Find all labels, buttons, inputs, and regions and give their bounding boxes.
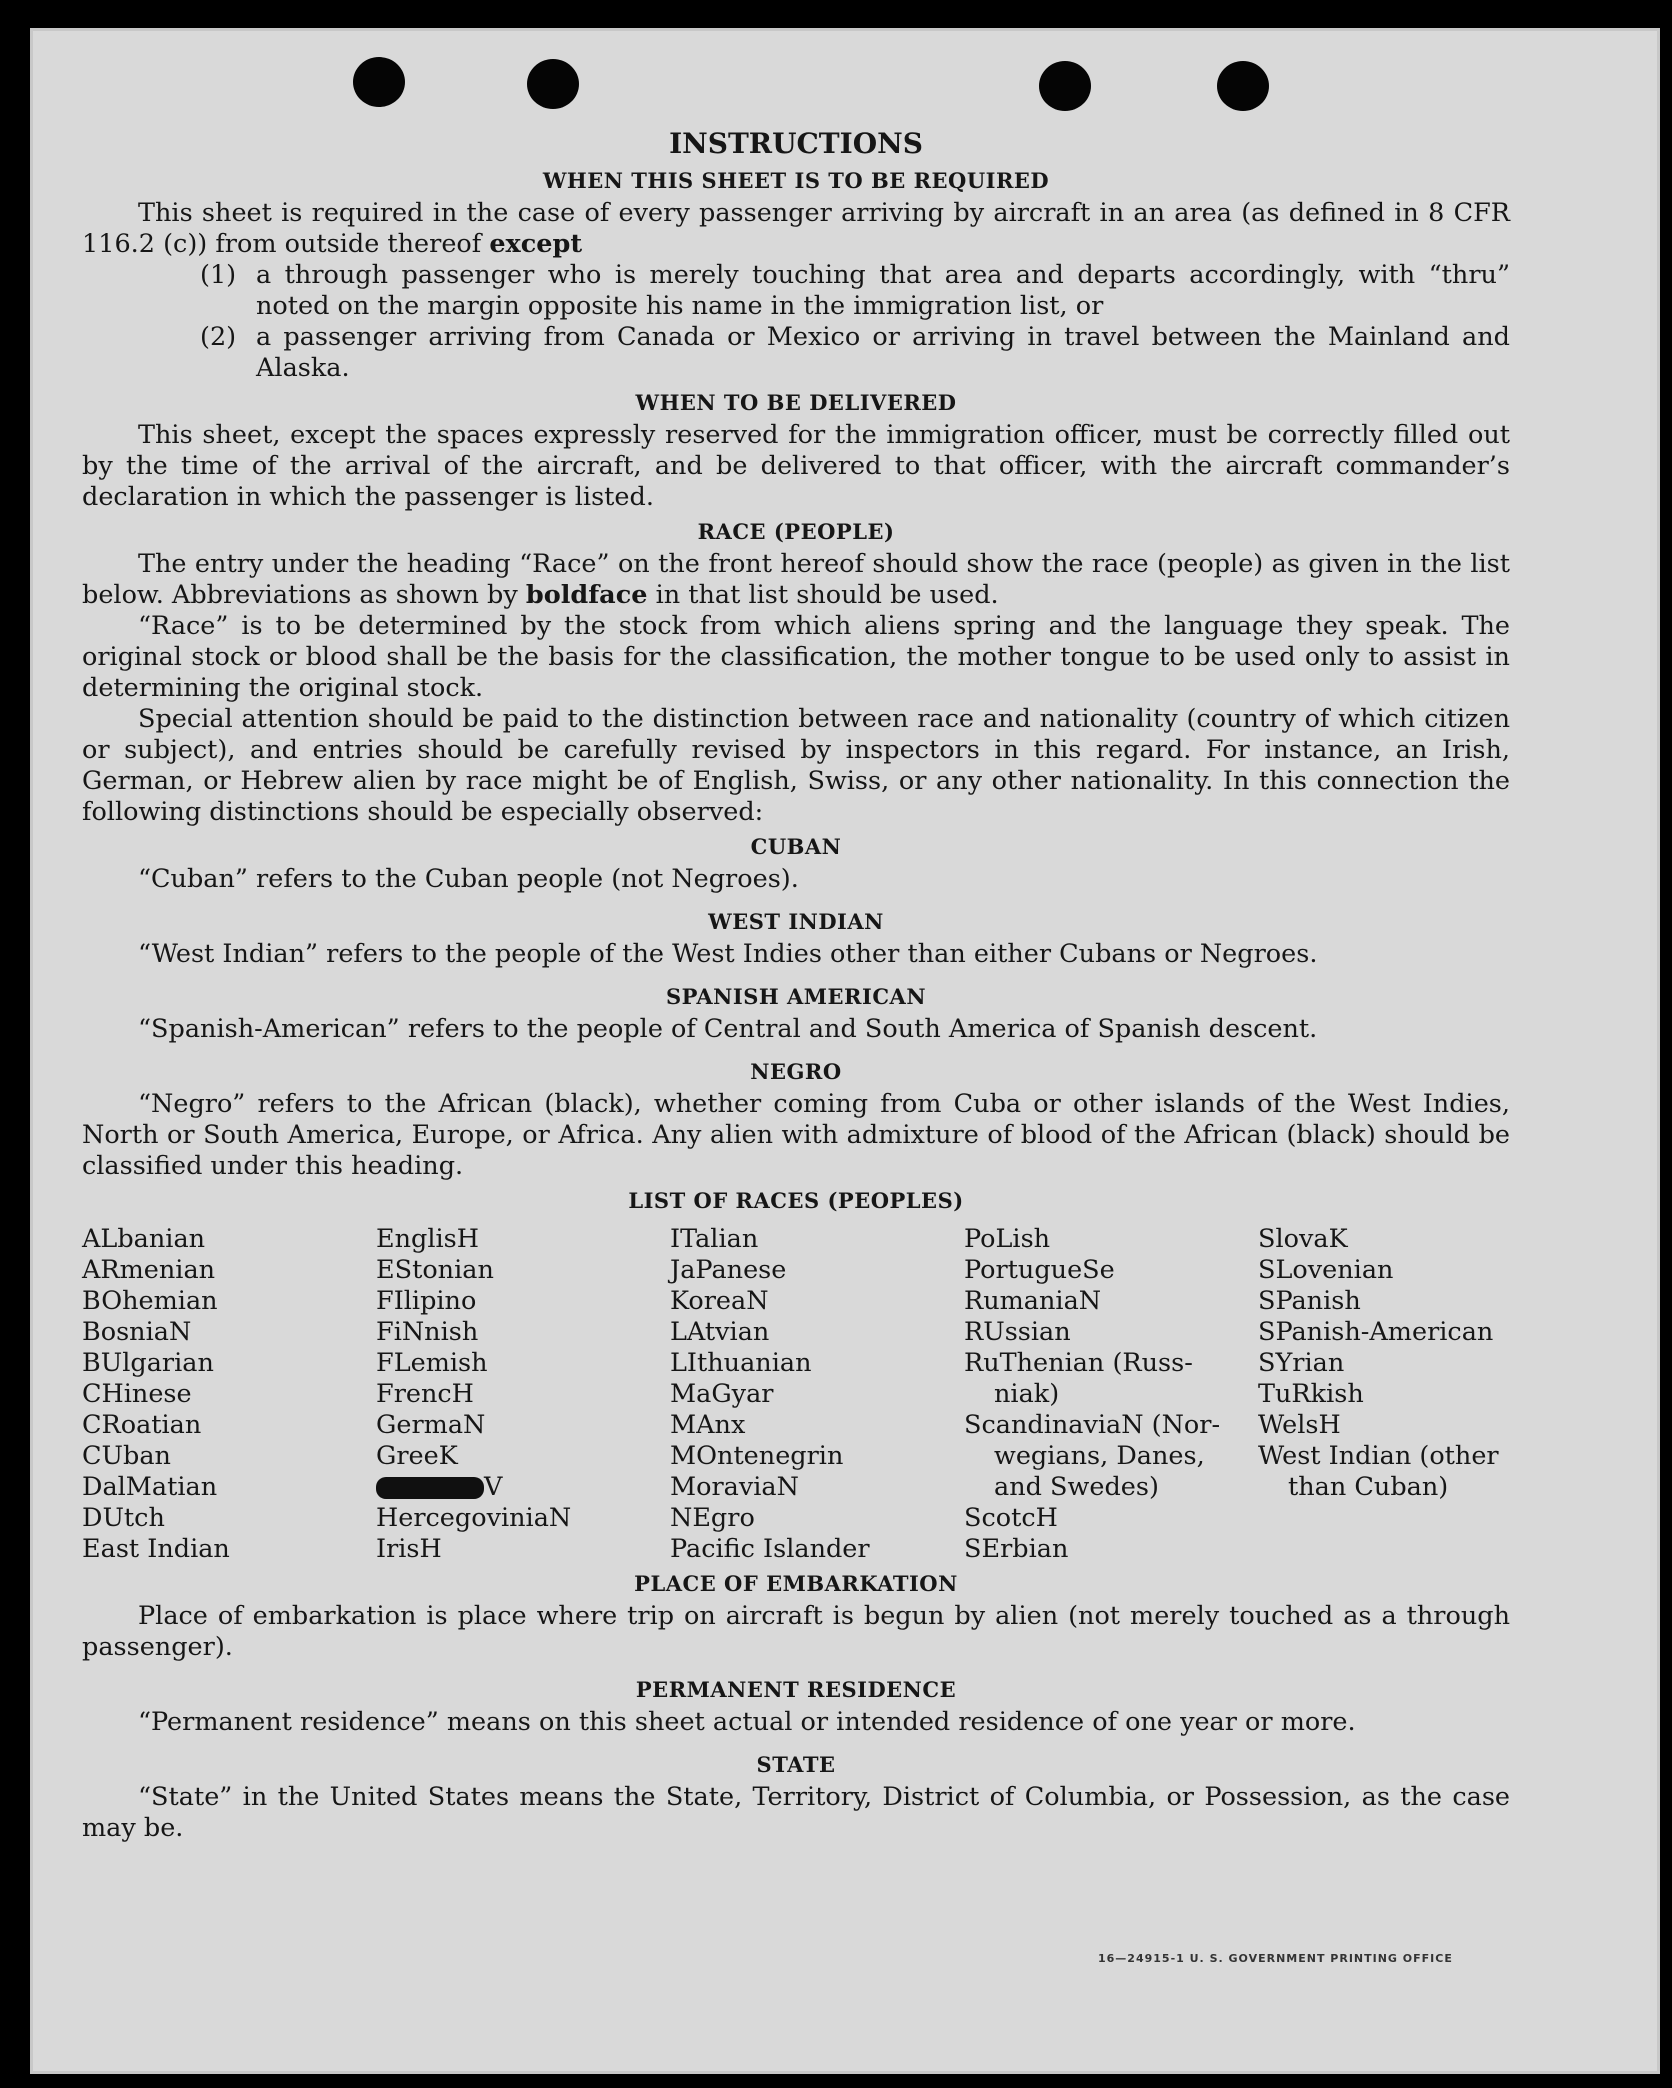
redaction-mark [376, 1477, 484, 1499]
race-entry: DalMatian [82, 1472, 218, 1502]
punch-hole-4 [1217, 61, 1269, 111]
page-title: INSTRUCTIONS [669, 127, 923, 160]
negro-text: “Negro” refers to the African (black), whether coming from Cuba or other islands of the West Indies, North or South America, Europe, or Africa. Any alien with admixture of blood of the African (black) should be classified under this heading. [82, 1089, 1510, 1181]
race-entry: WelsH [1258, 1410, 1341, 1440]
race-entry: SPanish-American [1258, 1317, 1494, 1347]
when-required-except: except [489, 229, 583, 259]
redacted-suffix: V [484, 1472, 503, 1502]
race-entry: ScotcH [964, 1503, 1058, 1533]
heading-spanish-american: SPANISH AMERICAN [665, 984, 927, 1009]
race-entry: KoreaN [670, 1286, 769, 1316]
heading-when-required: WHEN THIS SHEET IS TO BE REQUIRED [542, 168, 1050, 193]
race-entry: MoraviaN [670, 1472, 799, 1502]
race-entry: SYrian [1258, 1348, 1345, 1378]
race-entry: BUlgarian [82, 1348, 214, 1378]
race-entry: FiNnish [376, 1317, 479, 1347]
race-entry: LAtvian [670, 1317, 770, 1347]
race-entry: IrisH [376, 1534, 442, 1564]
races-column-2 [376, 1224, 670, 1565]
race-paragraph-1 [82, 549, 1510, 611]
race-entry: FLemish [376, 1348, 488, 1378]
spanish-american-text: “Spanish-American” refers to the people of Central and South America of Spanish descent. [138, 1014, 1318, 1044]
item-text: a through passenger who is merely touching that area and departs accordingly, with “thru” noted on the margin opposite his name in the immigration list, or [256, 260, 1510, 321]
races-column-4 [964, 1224, 1258, 1565]
races-column-3 [670, 1224, 964, 1565]
when-required-item-2 [200, 322, 1510, 384]
race-entry: TuRkish [1258, 1379, 1364, 1409]
printing-office-note: 16—24915-1 U. S. GOVERNMENT PRINTING OFFICE [1098, 1952, 1453, 1965]
race-entry: East Indian [82, 1534, 230, 1564]
cuban-text: “Cuban” refers to the Cuban people (not Negroes). [138, 864, 799, 894]
race-entry: CHinese [82, 1379, 192, 1409]
instructions-content [82, 126, 1510, 1844]
race-entry: DUtch [82, 1503, 165, 1533]
heading-cuban: CUBAN [750, 834, 842, 859]
race-entry: GreeK [376, 1441, 458, 1471]
item-text: a passenger arriving from Canada or Mexico or arriving in travel between the Mainland and Alaska. [256, 322, 1510, 383]
heading-permanent-residence: PERMANENT RESIDENCE [635, 1677, 957, 1702]
race-entry: EnglisH [376, 1224, 479, 1254]
race-entry: JaPanese [670, 1255, 787, 1285]
race-entry: PortugueSe [964, 1255, 1115, 1285]
race-entry: CRoatian [82, 1410, 202, 1440]
race-entry: SErbian [964, 1534, 1069, 1564]
race-p1-boldface: boldface [525, 580, 648, 610]
race-entry: MAnx [670, 1410, 746, 1440]
when-required-intro [82, 198, 1510, 260]
race-entry: RuThenian (Russ- [964, 1348, 1193, 1378]
heading-when-delivered: WHEN TO BE DELIVERED [635, 390, 957, 415]
races-column-1 [82, 1224, 376, 1565]
when-delivered-text: This sheet, except the spaces expressly reserved for the immigration officer, must be correctly filled out by the time of the arrival of the aircraft, and be delivered to that officer, with the aircraft commander’s declaration in which the passenger is listed. [82, 420, 1510, 512]
race-entry: ScandinaviaN (Nor- [964, 1410, 1221, 1440]
state-text: “State” in the United States means the State, Territory, District of Columbia, or Possession, as the case may be. [82, 1782, 1510, 1843]
race-entry: Pacific Islander [670, 1534, 870, 1564]
race-entry: GermaN [376, 1410, 486, 1440]
race-p1-text: The entry under the heading “Race” on the front hereof should show the race (people) as given in the list below. Abbreviations as shown by [82, 549, 1510, 610]
race-entry: NEgro [670, 1503, 755, 1533]
race-entry: ITalian [670, 1224, 759, 1254]
punch-hole-3 [1039, 61, 1091, 111]
embarkation-text: Place of embarkation is place where trip on aircraft is begun by alien (not merely touched as a through passenger). [82, 1601, 1510, 1662]
item-number: (1) [200, 260, 237, 290]
heading-embarkation: PLACE OF EMBARKATION [634, 1571, 958, 1596]
race-p1-text-end: in that list should be used. [647, 580, 999, 610]
race-entry-continued: wegians, Danes, [994, 1441, 1205, 1471]
heading-state: STATE [756, 1752, 836, 1777]
heading-list-of-races: LIST OF RACES (PEOPLES) [628, 1188, 964, 1213]
race-paragraph-3: Special attention should be paid to the distinction between race and nationality (country of which citizen or subject), and entries should be carefully revised by inspectors in this regard. For instance, an Irish, German, or Hebrew alien by race might be of English, Swiss, or any other nationality. In this connection the following distinctions should be especially observed: [82, 704, 1510, 827]
punch-hole-1 [353, 57, 405, 107]
when-required-intro-text: This sheet is required in the case of every passenger arriving by aircraft in an area (as defined in 8 CFR 116.2 (c)) from outside thereof [82, 198, 1510, 259]
punch-hole-2 [527, 59, 579, 109]
race-entry: LIthuanian [670, 1348, 812, 1378]
races-list [82, 1224, 1510, 1565]
item-number: (2) [200, 322, 237, 352]
when-required-item-1 [200, 260, 1510, 322]
race-entry-continued: than Cuban) [1288, 1472, 1449, 1502]
race-paragraph-2: “Race” is to be determined by the stock from which aliens spring and the language they speak. The original stock or blood shall be the basis for the classification, the mother tongue to be used only to assist in determining the original stock. [82, 611, 1510, 703]
race-entry: FIlipino [376, 1286, 477, 1316]
race-entry: EStonian [376, 1255, 494, 1285]
heading-negro: NEGRO [750, 1059, 842, 1084]
race-entry: West Indian (other [1258, 1441, 1499, 1471]
race-entry: MOntenegrin [670, 1441, 844, 1471]
race-entry: FrencH [376, 1379, 474, 1409]
race-entry: SLovenian [1258, 1255, 1394, 1285]
race-entry: CUban [82, 1441, 171, 1471]
race-entry: SlovaK [1258, 1224, 1348, 1254]
heading-race: RACE (PEOPLE) [697, 519, 895, 544]
race-entry: BOhemian [82, 1286, 218, 1316]
race-entry-redacted [376, 1472, 670, 1503]
races-column-5 [1258, 1224, 1552, 1565]
race-entry: MaGyar [670, 1379, 774, 1409]
race-entry-continued: and Swedes) [994, 1472, 1159, 1502]
race-entry: PoLish [964, 1224, 1051, 1254]
race-entry: ALbanian [82, 1224, 206, 1254]
race-entry: HercegoviniaN [376, 1503, 572, 1533]
heading-west-indian: WEST INDIAN [708, 909, 884, 934]
residence-text: “Permanent residence” means on this sheet actual or intended residence of one year or more. [138, 1707, 1356, 1737]
race-entry: ARmenian [82, 1255, 216, 1285]
race-entry: RumaniaN [964, 1286, 1102, 1316]
race-entry-continued: niak) [994, 1379, 1060, 1409]
west-indian-text: “West Indian” refers to the people of the West Indies other than either Cubans or Negroes. [138, 939, 1318, 969]
race-entry: SPanish [1258, 1286, 1361, 1316]
race-entry: RUssian [964, 1317, 1071, 1347]
race-entry: BosniaN [82, 1317, 192, 1347]
